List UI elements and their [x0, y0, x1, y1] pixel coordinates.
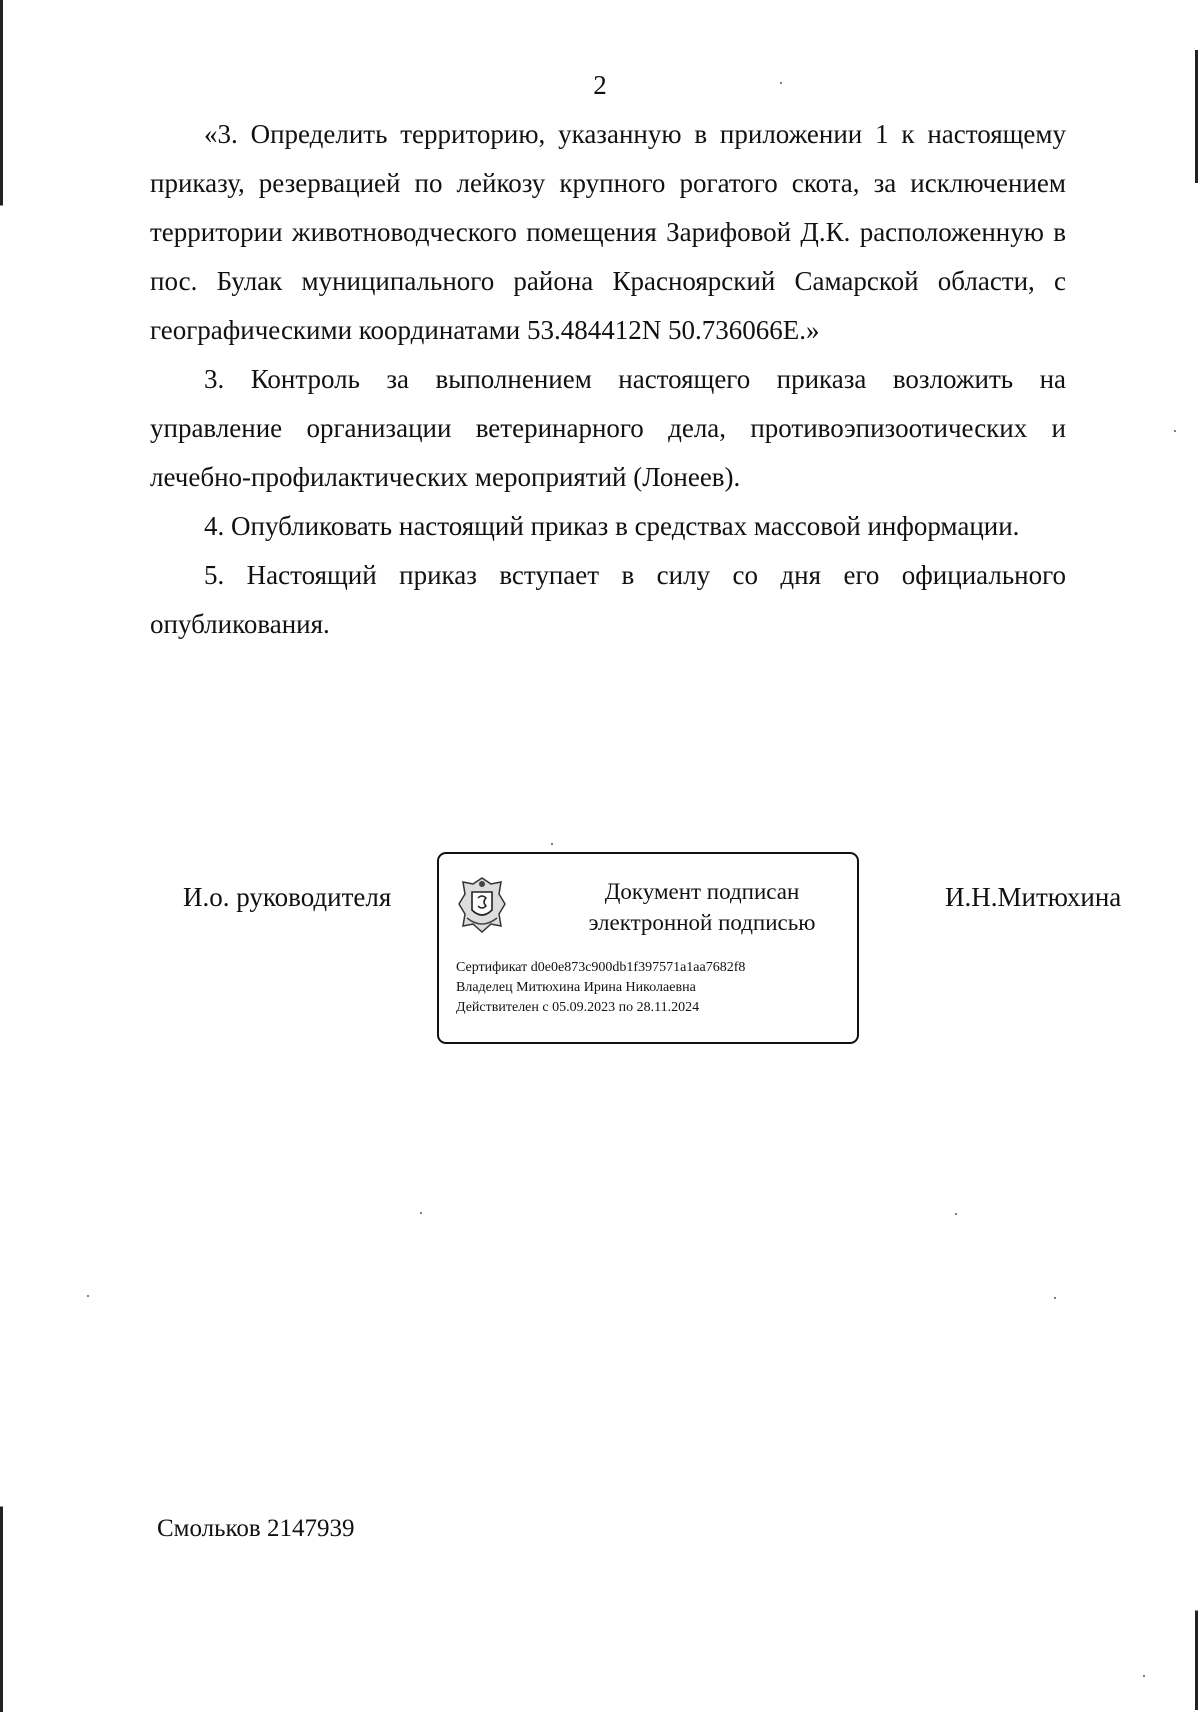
stamp-title-line1: Документ подписан	[604, 879, 800, 904]
paragraph-effective: 5. Настоящий приказ вступает в силу со дня его официального опубликования.	[150, 560, 1066, 639]
signer-name: И.Н.Митюхина	[945, 882, 1122, 912]
executor-note: Смольков 2147939	[157, 1515, 355, 1542]
paragraph-publish: 4. Опубликовать настоящий приказ в средствах массовой информации.	[204, 511, 1020, 541]
scan-speck	[420, 1212, 422, 1214]
stamp-validity: Действителен с 05.09.2023 по 28.11.2024	[456, 1000, 700, 1015]
page-number: 2	[593, 70, 607, 100]
scan-speck	[551, 843, 553, 845]
scan-speck	[87, 1295, 89, 1297]
electronic-signature-stamp	[437, 852, 859, 1044]
stamp-owner: Владелец Митюхина Ирина Николаевна	[456, 980, 696, 995]
page-edge-right	[1195, 50, 1198, 1710]
stamp-details	[456, 958, 851, 1018]
stamp-certificate: Сертификат d0e0e873c900db1f397571a1aa7682f8	[456, 960, 746, 975]
scan-speck	[1054, 1297, 1056, 1299]
scan-speck	[955, 1213, 957, 1215]
scan-speck	[780, 82, 782, 84]
scan-speck	[1174, 430, 1176, 432]
signer-position: И.о. руководителя	[183, 882, 392, 912]
document-body	[150, 110, 1066, 649]
scan-speck	[1143, 1675, 1145, 1677]
stamp-title	[557, 876, 847, 938]
coat-of-arms-icon	[455, 874, 509, 936]
paragraph-amendment: «3. Определить территорию, указанную в приложении 1 к настоящему приказу, резервацией по лейкозу крупного рогатого скота, за исключением территории животноводческого помещения Зарифовой Д.К. расположенную в пос. Булак муниципального района Красноярский Самарской области, с географическими координатами 53.484412N 50.736066E.»	[150, 119, 1066, 345]
paragraph-control: 3. Контроль за выполнением настоящего приказа возложить на управление организации ветеринарного дела, противоэпизоотических и лечебно-профилактических мероприятий (Лонеев).	[150, 364, 1066, 492]
page-edge-left	[0, 0, 3, 1712]
stamp-title-line2: электронной подписью	[588, 910, 816, 935]
